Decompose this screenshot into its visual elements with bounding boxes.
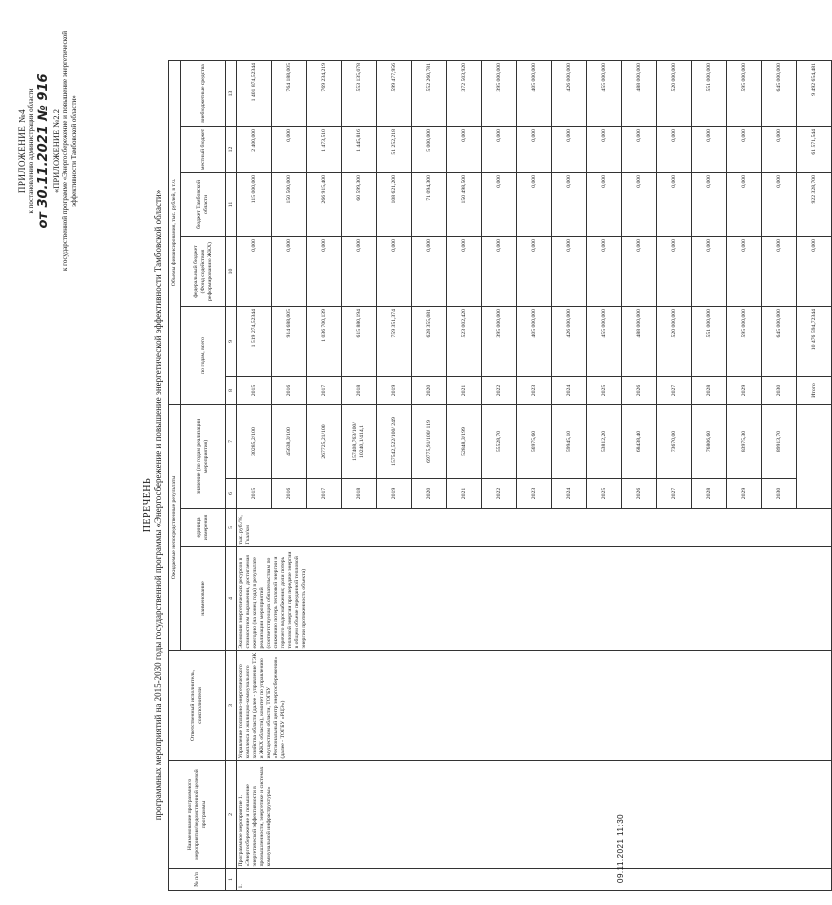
header-funding-label: Объемы финансирования, тыс. рублей,	[171, 192, 177, 287]
col-number: 13	[226, 61, 237, 127]
col-number: 12	[226, 127, 237, 173]
local-cell: 0,000	[692, 127, 727, 173]
appendix-2-2: «ПРИЛОЖЕНИЕ №2.2	[51, 108, 61, 194]
handwritten-date-number: от 30.11.2021 № 916	[36, 73, 51, 229]
header-value-by-years: значение (по годам реализации мероприятия)	[181, 405, 226, 509]
federal-cell: 0,000	[762, 237, 797, 307]
col-number: 4	[226, 547, 237, 651]
total-cell: 595 000,000	[727, 307, 762, 377]
funding-year-cell: 2021	[447, 377, 482, 405]
extrabudget-cell: 395 000,000	[482, 61, 517, 127]
col-number: 9	[226, 307, 237, 377]
funding-year-cell: 2024	[552, 377, 587, 405]
federal-cell: 0,000	[447, 237, 482, 307]
total-cell: 426 000,000	[552, 307, 587, 377]
regional-cell: 0,000	[517, 173, 552, 237]
header-event-name: Наименование программного мероприятия/ведомственной целевой программы	[169, 761, 226, 869]
federal-cell: 0,000	[622, 237, 657, 307]
regional-cell: 60 599,300	[342, 173, 377, 237]
header-result-name: наименование	[181, 547, 226, 651]
regional-cell: 115 000,000	[237, 173, 272, 237]
extrabudget-cell: 769 234,219	[307, 61, 342, 127]
total-cell: 520 000,000	[657, 307, 692, 377]
header-row-1	[169, 61, 181, 891]
value-cell: 69775,91/100/ 119	[412, 405, 447, 479]
federal-cell: 0,000	[727, 237, 762, 307]
value-year-cell: 2029	[727, 479, 762, 509]
title-sub: программных мероприятий на 2015-2030 годы государственной программы «Энергосбережение и повышение энергетической эффективности Тамбовской области»	[153, 189, 163, 821]
row-number: 1.	[237, 869, 832, 891]
header-executor: Ответственный исполнитель, соисполнители	[169, 651, 226, 761]
value-cell: 45638,3/100	[272, 405, 307, 479]
extrabudget-cell: 553 135,078	[342, 61, 377, 127]
col-number: 8	[226, 377, 237, 405]
print-timestamp: 09.11.2021 11:30	[616, 813, 625, 883]
col-number: 5	[226, 509, 237, 547]
value-year-cell: 2018	[342, 479, 377, 509]
regional-cell: 150 498,500	[447, 173, 482, 237]
value-cell: 267725,21/100	[307, 405, 342, 479]
table-row	[237, 61, 272, 891]
federal-cell: 0,000	[587, 237, 622, 307]
regional-cell: 0,000	[622, 173, 657, 237]
value-cell: 157542,522/100/ 249	[377, 405, 412, 479]
funding-year-cell: 2016	[272, 377, 307, 405]
value-cell: 52848,3/199	[447, 405, 482, 479]
result-name-cell: Экономия энергетических ресурсов в стоимостном выражении, достигаемая ежегодно (на конец года) в результате реализации мероприятий (соответствующих обязательствам по снижению потерь тепловой энергии и горячего водоснабжения; доли потерь тепловой энергии при передаче энергии в общем объеме переданной тепловой энергии протяженность объекта)	[237, 547, 832, 651]
value-cell: 59945,10	[552, 405, 587, 479]
extrabudget-cell: 488 000,000	[622, 61, 657, 127]
header-federal: федеральный бюджет (Фонд содействия реформированию ЖКХ)	[181, 237, 226, 307]
total-sum-cell: 10 476 594,72344	[797, 307, 832, 377]
federal-cell: 0,000	[342, 237, 377, 307]
col-number: 6	[226, 479, 237, 509]
local-cell: 0,000	[482, 127, 517, 173]
funding-year-cell: 2026	[622, 377, 657, 405]
value-year-cell: 2021	[447, 479, 482, 509]
local-cell: 0,000	[657, 127, 692, 173]
extrabudget-cell: 645 000,000	[762, 61, 797, 127]
executor-cell: Управление топливно-энергетического комплекса и жилищно-коммунального хозяйства области (далее - управление ТЭК и ЖКХ области), комитет по управлению имуществом области, ТОГБУ «Региональный центр энергосбережения» (далее - ТОГБУ «РЦЭ»)	[237, 651, 832, 761]
total-cell: 1 519 274,52344	[237, 307, 272, 377]
funding-year-cell: 2017	[307, 377, 342, 405]
local-cell: 0,000	[447, 127, 482, 173]
value-year-cell: 2016	[272, 479, 307, 509]
value-year-cell: 2015	[237, 479, 272, 509]
total-cell: 615 880,194	[342, 307, 377, 377]
col-number: 7	[226, 405, 237, 479]
value-cell: 68438,40	[622, 405, 657, 479]
total-empty-cell	[797, 405, 832, 509]
value-year-cell: 2022	[482, 479, 517, 509]
value-cell: 73670,00	[657, 405, 692, 479]
column-numbers-row	[226, 61, 237, 891]
federal-cell: 0,000	[657, 237, 692, 307]
funding-year-cell: 2029	[727, 377, 762, 405]
regional-cell: 0,000	[762, 173, 797, 237]
federal-cell: 0,000	[552, 237, 587, 307]
value-year-cell: 2019	[377, 479, 412, 509]
col-number: 2	[226, 761, 237, 869]
document-title	[142, 145, 164, 865]
total-cell: 1 036 700,139	[307, 307, 342, 377]
funding-year-cell: 2018	[342, 377, 377, 405]
extrabudget-cell: 1 401 874,52344	[237, 61, 272, 127]
value-year-cell: 2020	[412, 479, 447, 509]
col-number: 10	[226, 237, 237, 307]
extrabudget-cell: 372 503,920	[447, 61, 482, 127]
value-cell: 157408,763/100/ 10240,1/414,1	[342, 405, 377, 479]
program-line-2: эффективности Тамбовской области»	[70, 95, 78, 207]
header-expected-results: Ожидаемые непосредственные результаты	[169, 405, 181, 651]
local-cell: 0,000	[517, 127, 552, 173]
value-year-cell: 2027	[657, 479, 692, 509]
funding-year-cell: 2030	[762, 377, 797, 405]
federal-cell: 0,000	[412, 237, 447, 307]
local-cell: 5 000,000	[412, 127, 447, 173]
value-cell: 56975,60	[517, 405, 552, 479]
regional-cell: 150 500,000	[272, 173, 307, 237]
local-cell: 1 473,510	[307, 127, 342, 173]
extrabudget-cell: 520 000,000	[657, 61, 692, 127]
total-regional-cell: 922 328,700	[797, 173, 832, 237]
extrabudget-cell: 599 477,956	[377, 61, 412, 127]
header-funding-incl: в т.ч.	[171, 178, 177, 191]
total-cell: 551 000,000	[692, 307, 727, 377]
extrabudget-cell: 764 188,005	[272, 61, 307, 127]
total-cell: 759 351,374	[377, 307, 412, 377]
total-label-cell: Итого	[797, 377, 832, 405]
extrabudget-cell: 595 000,000	[727, 61, 762, 127]
value-cell: 89913,70	[762, 405, 797, 479]
value-year-cell: 2024	[552, 479, 587, 509]
funding-year-cell: 2027	[657, 377, 692, 405]
header-unit: единица измерения	[181, 509, 226, 547]
federal-cell: 0,000	[482, 237, 517, 307]
total-cell: 455 000,000	[587, 307, 622, 377]
local-cell: 2 400,000	[237, 127, 272, 173]
extrabudget-cell: 552 260,781	[412, 61, 447, 127]
regional-cell: 0,000	[482, 173, 517, 237]
total-cell: 914 688,005	[272, 307, 307, 377]
header-extrabudget: внебюджетные средства	[181, 61, 226, 127]
total-local-cell: 61 571,544	[797, 127, 832, 173]
value-cell: 30285,2/100	[237, 405, 272, 479]
local-cell: 0,000	[762, 127, 797, 173]
local-cell: 0,000	[552, 127, 587, 173]
appendix-number: ПРИЛОЖЕНИЕ №4	[17, 108, 27, 194]
funding-year-cell: 2022	[482, 377, 517, 405]
value-year-cell: 2026	[622, 479, 657, 509]
local-cell: 1 445,816	[342, 127, 377, 173]
col-number: 11	[226, 173, 237, 237]
local-cell: 51 252,218	[377, 127, 412, 173]
header-total-by-years: по годам, всего	[181, 307, 226, 405]
total-federal-cell: 0,000	[797, 237, 832, 307]
event-name-cell: Программное мероприятие 1. «Энергосбережение и повышение энергетической эффективности в промышленности, энергетике и системах коммунальной инфраструктуры»	[237, 761, 832, 869]
regional-cell: 108 621,200	[377, 173, 412, 237]
federal-cell: 0,000	[307, 237, 342, 307]
extrabudget-cell: 426 000,000	[552, 61, 587, 127]
program-line-1: к государственной программе «Энергосбережение и повышение энергетической	[61, 31, 69, 271]
resolution-line: к постановлению администрации области	[27, 88, 35, 214]
value-cell: 83975,30	[727, 405, 762, 479]
header-no: № п/п	[169, 869, 226, 891]
header-funding	[169, 61, 181, 405]
total-extrabudget-cell: 9 492 654,481	[797, 61, 832, 127]
funding-year-cell: 2028	[692, 377, 727, 405]
value-year-cell: 2030	[762, 479, 797, 509]
funding-year-cell: 2025	[587, 377, 622, 405]
value-cell: 53812,20	[587, 405, 622, 479]
total-cell: 405 000,000	[517, 307, 552, 377]
value-year-cell: 2023	[517, 479, 552, 509]
regional-cell: 266 915,400	[307, 173, 342, 237]
events-table	[168, 60, 832, 891]
value-year-cell: 2028	[692, 479, 727, 509]
unit-cell: тыс. руб./%, Гкал/км	[237, 509, 832, 547]
regional-cell: 0,000	[727, 173, 762, 237]
federal-cell: 0,000	[692, 237, 727, 307]
regional-cell: 71 094,300	[412, 173, 447, 237]
funding-year-cell: 2015	[237, 377, 272, 405]
federal-cell: 0,000	[237, 237, 272, 307]
funding-year-cell: 2020	[412, 377, 447, 405]
federal-cell: 0,000	[272, 237, 307, 307]
local-cell: 0,000	[587, 127, 622, 173]
federal-cell: 0,000	[377, 237, 412, 307]
funding-year-cell: 2019	[377, 377, 412, 405]
value-year-cell: 2025	[587, 479, 622, 509]
regional-cell: 0,000	[692, 173, 727, 237]
regional-cell: 0,000	[587, 173, 622, 237]
regional-cell: 0,000	[657, 173, 692, 237]
title-main: ПЕРЕЧЕНЬ	[142, 477, 153, 533]
header-regional: бюджет Тамбовской области	[181, 173, 226, 237]
federal-cell: 0,000	[517, 237, 552, 307]
funding-year-cell: 2023	[517, 377, 552, 405]
extrabudget-cell: 405 000,000	[517, 61, 552, 127]
total-cell: 395 000,000	[482, 307, 517, 377]
value-cell: 76806,60	[692, 405, 727, 479]
local-cell: 0,000	[727, 127, 762, 173]
local-cell: 0,000	[272, 127, 307, 173]
total-cell: 628 355,081	[412, 307, 447, 377]
extrabudget-cell: 551 000,000	[692, 61, 727, 127]
header-local: местный бюджет	[181, 127, 226, 173]
col-number: 1	[226, 869, 237, 891]
value-cell: 55528,70	[482, 405, 517, 479]
regional-cell: 0,000	[552, 173, 587, 237]
total-cell: 488 000,000	[622, 307, 657, 377]
local-cell: 0,000	[622, 127, 657, 173]
appendix-header	[18, 26, 79, 276]
value-year-cell: 2017	[307, 479, 342, 509]
total-cell: 645 000,000	[762, 307, 797, 377]
total-cell: 523 002,420	[447, 307, 482, 377]
extrabudget-cell: 455 000,000	[587, 61, 622, 127]
col-number: 3	[226, 651, 237, 761]
